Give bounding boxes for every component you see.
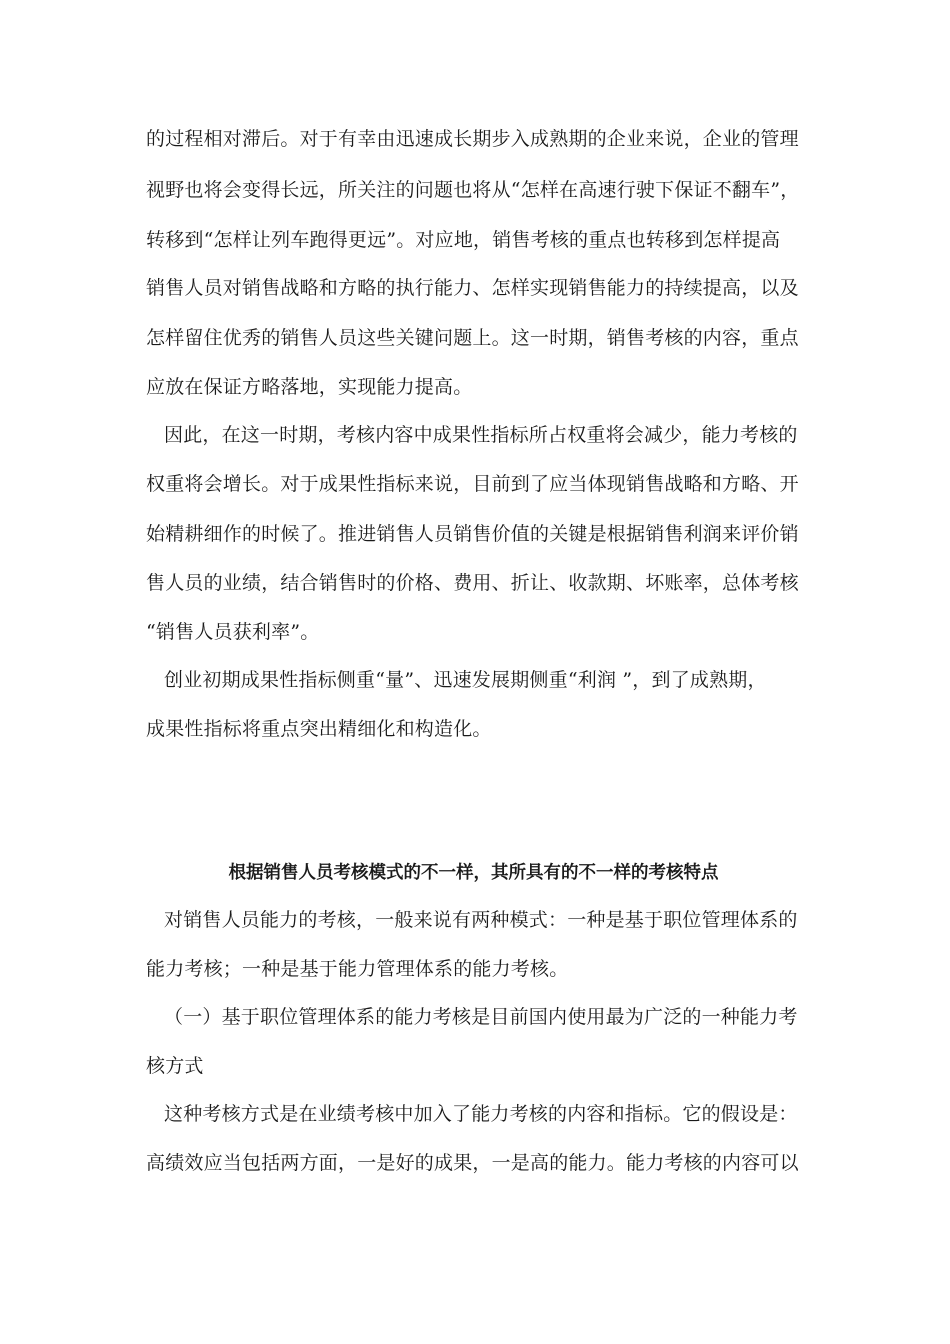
paragraph-line: 高绩效应当包括两方面，一是好的成果，一是高的能力。能力考核的内容可以 <box>146 1152 799 1174</box>
paragraph-line: 怎样留住优秀的销售人员这些关键问题上。这一时期，销售考核的内容，重点 <box>146 327 799 349</box>
paragraph-line: 因此，在这一时期，考核内容中成果性指标所占权重将会减少，能力考核的 <box>164 424 798 446</box>
paragraph-line: 视野也将会变得长远，所关注的问题也将从“怎样在高速行驶下保证不翻车”， <box>146 179 800 201</box>
paragraph-line: 转移到“怎样让列车跑得更远”。对应地，销售考核的重点也转移到怎样提高 <box>146 229 781 251</box>
section-heading: 根据销售人员考核模式的不一样，其所具有的不一样的考核特点 <box>228 863 719 883</box>
paragraph-line: “销售人员获利率”。 <box>146 621 320 643</box>
paragraph-line: 成果性指标将重点突出精细化和构造化。 <box>146 718 492 740</box>
paragraph-line: 售人员的业绩，结合销售时的价格、费用、折让、收款期、坏账率，总体考核 <box>146 572 799 594</box>
paragraph-line: 应放在保证方略落地，实现能力提高。 <box>146 376 473 398</box>
paragraph-line: 销售人员对销售战略和方略的执行能力、怎样实现销售能力的持续提高，以及 <box>146 277 799 299</box>
paragraph-line: 权重将会增长。对于成果性指标来说，目前到了应当体现销售战略和方略、开 <box>146 473 799 495</box>
paragraph-line: 核方式 <box>146 1055 204 1077</box>
paragraph-line: 的过程相对滞后。对于有幸由迅速成长期步入成熟期的企业来说，企业的管理 <box>146 128 799 150</box>
paragraph-line: 能力考核；一种是基于能力管理体系的能力考核。 <box>146 958 569 980</box>
paragraph-line: 这种考核方式是在业绩考核中加入了能力考核的内容和指标。它的假设是： <box>164 1103 798 1125</box>
paragraph-line: （一）基于职位管理体系的能力考核是目前国内使用最为广泛的一种能力考 <box>164 1006 798 1028</box>
paragraph-line: 始精耕细作的时候了。推进销售人员销售价值的关键是根据销售利润来评价销 <box>146 523 799 545</box>
paragraph-line: 对销售人员能力的考核，一般来说有两种模式：一种是基于职位管理体系的 <box>164 909 798 931</box>
paragraph-line: 创业初期成果性指标侧重“量”、迅速发展期侧重“利润 ”，到了成熟期， <box>164 669 767 691</box>
